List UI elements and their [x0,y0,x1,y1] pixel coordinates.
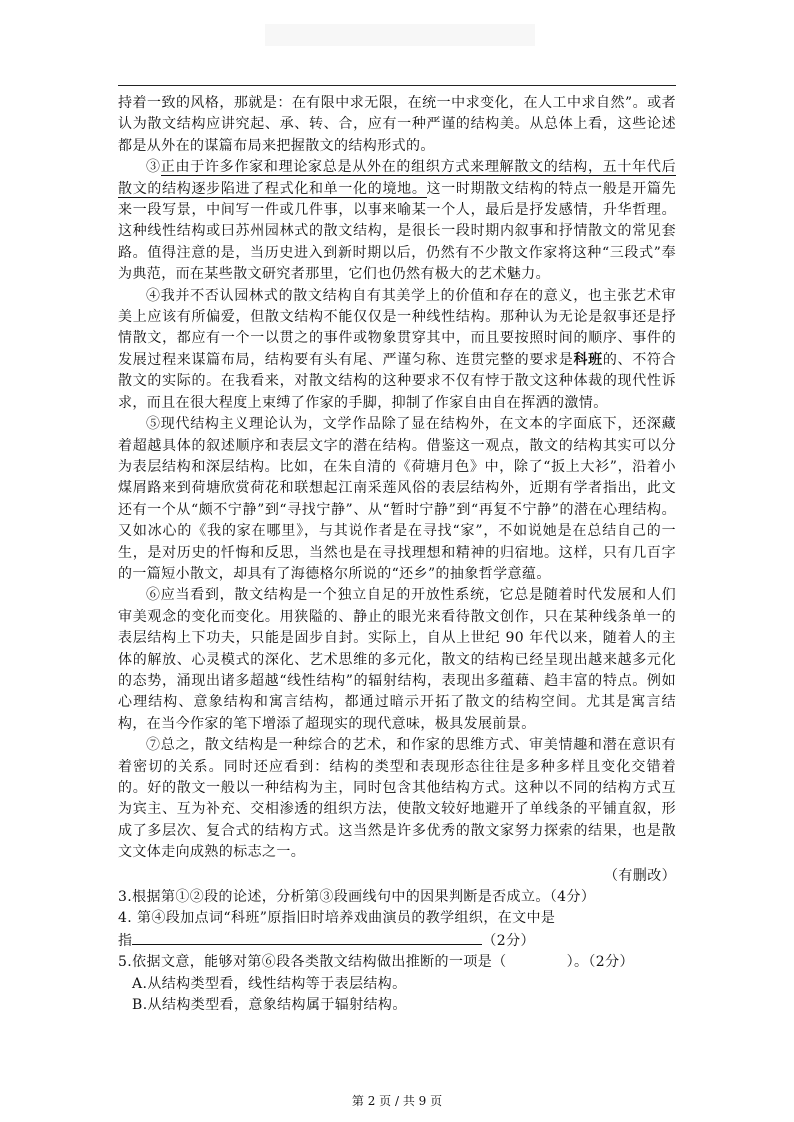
paragraph-7: ⑦总之，散文结构是一种综合的艺术，和作家的思维方式、审美情趣和潜在意识有着密切的关系。同时还应看到：结构的类型和表现形态往往是多种多样且变化交错着的。好的散文一般以一种结构为主，同时包含其他结构方式。这种以不同的结构方式互为宾主、互为补充、交相渗透的组织方法，使散文较好地避开了单线条的平铺直叙，形成了多层次、复合式的结构方式。这当然是许多优秀的散文家努力探索的结果，也是散文文体走向成熟的标志之一。 [118,737,676,861]
page-footer: 第 2 页 / 共 9 页 [351,1094,443,1108]
question-4-points: （2分） [482,932,535,949]
paragraph-3-rest: 这一时期散文结构的特点一般是开篇先来一段写景，中间写一件或几件事，以事来喻某一个人，最后是抒发感情，升华哲理。这种线性结构或曰苏州园林式的散文结构，是很长一段时期内叙事和抒情散文的常见套路。值得注意的是，当历史进入到新时期以后，仍然有不少散文作家将这种“三段式”奉为典范，而在某些散文研究者那里，它们也仍然有极大的艺术魅力。 [118,180,676,283]
paragraph-3-number: ③ [146,159,161,176]
question-4-prefix: 指 [118,932,133,949]
page-content [118,93,676,1016]
paragraph-4 [118,286,676,414]
question-3: 3.根据第①②段的论述，分析第③段画线句中的因果判断是否成立。（4分） [118,889,596,906]
paragraph-continued: 持着一致的风格，那就是：在有限中求无限，在统一中求变化，在人工中求自然”。或者认为散文结构应讲究起、承、转、合，应有一种严谨的结构美。从总体上看，这些论述都是从外在的谋篇布局来把握散文的结构形式的。 [118,95,676,154]
question-4-answer-line [118,930,676,952]
dotted-word-kebans: 科班 [573,351,603,368]
answer-blank[interactable] [132,930,482,945]
question-5-end: ）。（2分） [566,954,634,971]
underlined-sentence: 正由于许多作家和理论家总是从外在的组织方式来理解散文的结构，五十年代后散文的结构逐步陷进了程式化和单一化的境地。 [118,159,676,197]
paragraph-6: ⑥应当看到，散文结构是一个独立自足的开放性系统，它总是随着时代发展和人们审美观念的变化而变化。用狭隘的、静止的眼光来看待散文创作，只在某种线条单一的表层结构上下功夫，只能是固步自封。实际上，自从上世纪 90 年代以来，随着人的主体的解放、心灵模式的深化、艺术思维的多元化，散文的结构已经呈现出越来越多元化的态势，涌现出诸多超越“线性结构”的辐射结构，表现出多蕴藉、趋丰富的特点。例如心理结构、意象结构和寓言结构，都通过暗示开拓了散文的结构空间。尤其是寓言结构，在当今作家的笔下增添了超现实的现代意味，极具发展前景。 [118,587,676,732]
source-note: （有删改） [604,867,676,884]
paragraph-3 [118,157,676,285]
question-5 [118,952,676,973]
paragraph-4-before: ④我并不否认园林式的散文结构自有其美学上的价值和存在的意义，也主张艺术审美上应该有所偏爱，但散文结构不能仅仅是一种线性结构。那种认为无论是叙事还是抒情散文，都应有一个一以贯之的事件或物象贯穿其中，而且要按照时间的顺序、事件的发展过程来谋篇布局，结构要有头有尾、严谨匀称、连贯完整的要求是 [118,287,676,368]
paragraph-5: ⑤现代结构主义理论认为，文学作品除了显在结构外，在文本的字面底下，还深藏着超越具体的叙述顺序和表层文字的潜在结构。借鉴这一观点，散文的结构其实可以分为表层结构和深层结构。比如，在朱自清的《荷塘月色》中，除了“扳上大衫”，沿着小煤屑路来到荷塘欣赏荷花和联想起江南采莲风俗的表层结构外，近期有学者指出，此文还有一个从“颇不宁静”到“寻找宁静”、从“暂时宁静”到“再复不宁静”的潜在心理结构。又如冰心的《我的家在哪里》，与其说作者是在寻找“家”，不如说她是在总结自己的一生，是对历史的忏悔和反思，当然也是在寻找理想和精神的归宿地。这样，只有几百字的一篇短小散文，却具有了海德格尔所说的“还乡”的抽象哲学意蕴。 [118,416,676,582]
option-b: B.从结构类型看，意象结构属于辐射结构。 [132,997,407,1014]
header-rule [118,85,676,86]
question-5-stem: 5.依据文意，能够对第⑥段各类散文结构做出推断的一项是（ [118,954,507,971]
header-placeholder [265,24,535,46]
paragraph-4-after: 的、不符合散文的实际的。在我看来，对散文结构的这种要求不仅有悖于散文这种体裁的现代性诉求，而且在很大程度上束缚了作家的手脚，抑制了作家自由自在挥洒的激情。 [118,351,676,411]
question-4: 4. 第④段加点词“科班”原指旧时培养戏曲演员的教学组织，在文中是 [118,910,556,927]
option-a: A.从结构类型看，线性结构等于表层结构。 [132,975,407,992]
